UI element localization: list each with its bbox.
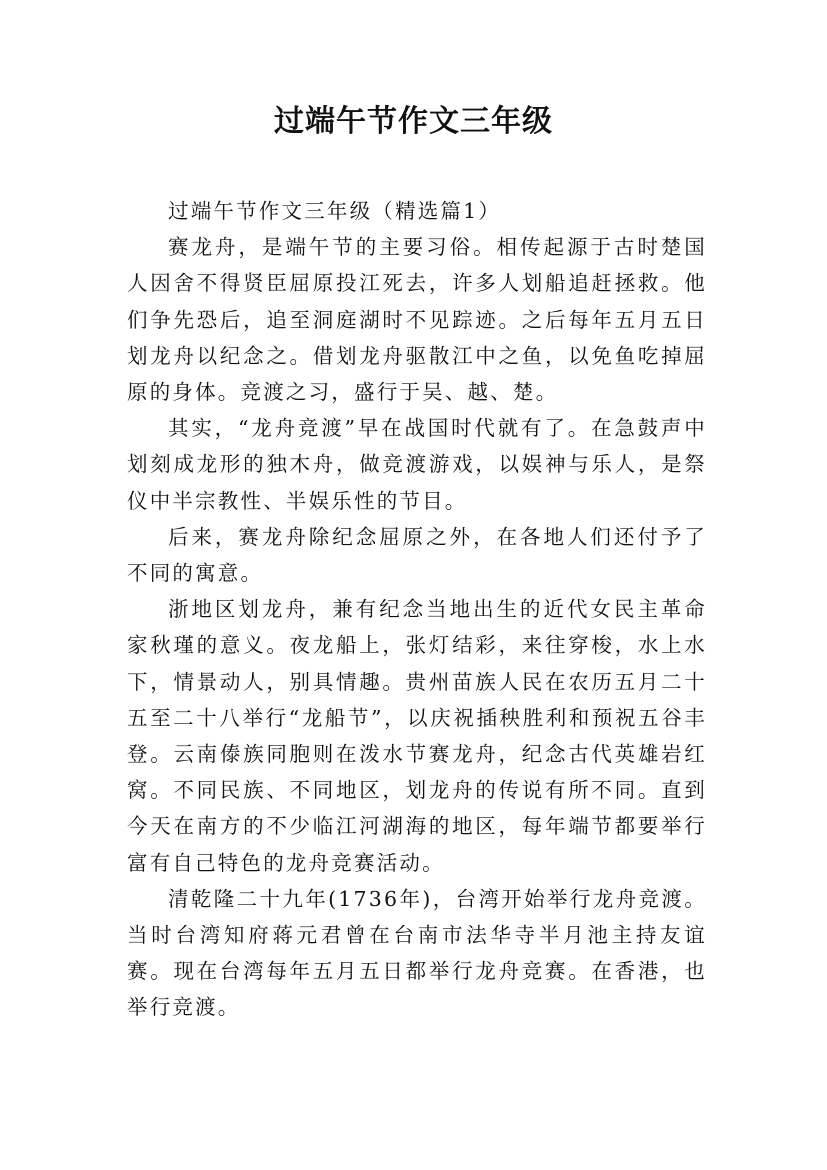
section-heading: 过端午节作文三年级（精选篇1） bbox=[168, 199, 502, 223]
paragraph: 后来，赛龙舟除纪念屈原之外，在各地人们还付予了不同的寓意。 bbox=[127, 524, 707, 586]
paragraph: 赛龙舟，是端午节的主要习俗。相传起源于古时楚国人因舍不得贤臣屈原投江死去，许多人划船追赶拯救。他们争先恐后，追至洞庭湖时不见踪迹。之后每年五月五日划龙舟以纪念之。借划龙舟驱散江中之鱼，以免鱼吃掉屈原的身体。竞渡之习，盛行于吴、越、楚。 bbox=[127, 235, 707, 405]
document-body bbox=[127, 193, 707, 1026]
paragraph: 清乾隆二十九年(1736年)，台湾开始举行龙舟竞渡。当时台湾知府蒋元君曾在台南市法华寺半月池主持友谊赛。现在台湾每年五月五日都举行龙舟竞赛。在香港，也举行竞渡。 bbox=[127, 886, 707, 1020]
paragraph: 浙地区划龙舟，兼有纪念当地出生的近代女民主革命家秋瑾的意义。夜龙船上，张灯结彩，来往穿梭，水上水下，情景动人，别具情趣。贵州苗族人民在农历五月二十五至二十八举行“龙船节”，以庆祝插秧胜利和预祝五谷丰登。云南傣族同胞则在泼水节赛龙舟，纪念古代英雄岩红窝。不同民族、不同地区，划龙舟的传说有所不同。直到今天在南方的不少临江河湖海的地区，每年端节都要举行富有自己特色的龙舟竞赛活动。 bbox=[127, 597, 707, 875]
document-title: 过端午节作文三年级 bbox=[274, 104, 553, 139]
paragraph: 其实，“龙舟竞渡”早在战国时代就有了。在急鼓声中划刻成龙形的独木舟，做竞渡游戏，以娱神与乐人，是祭仪中半宗教性、半娱乐性的节目。 bbox=[127, 416, 707, 513]
